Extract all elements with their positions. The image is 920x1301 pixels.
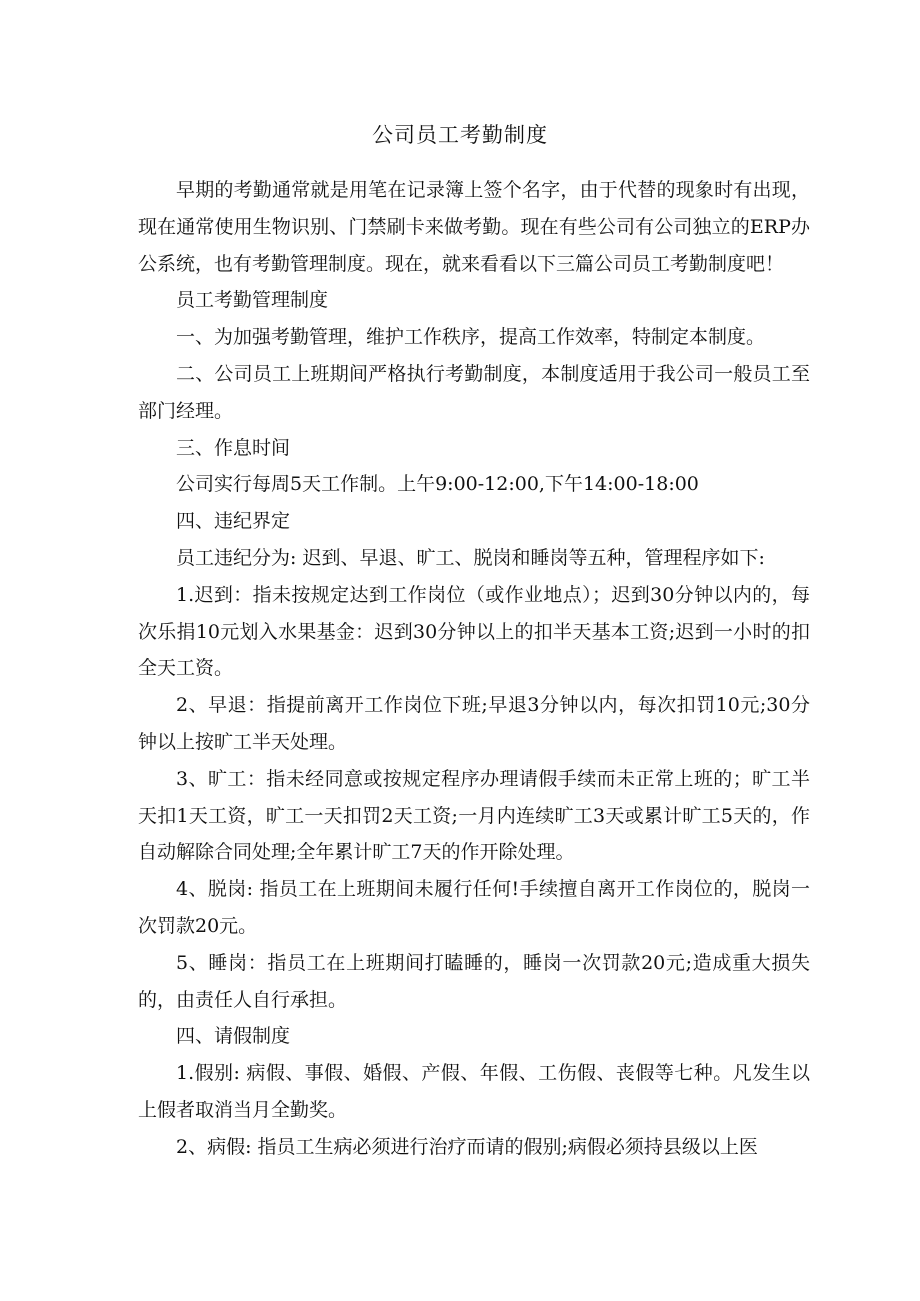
paragraph-sleeping: 5、睡岗：指员工在上班期间打瞌睡的，睡岗一次罚款20元;造成重大损失的，由责任人自行承担。	[138, 951, 810, 1011]
paragraph-clause-4-heading: 四、违纪界定	[176, 510, 291, 533]
paragraph-absence: 3、旷工：指未经同意或按规定程序办理请假手续而未正常上班的；旷工半天扣1天工资，旷工一天扣罚2天工资;一月内连续旷工3天或累计旷工5天的，作自动解除合同处理;全年累计旷工7天的作开除处理。	[138, 767, 810, 864]
document-body	[138, 172, 810, 1166]
document-title: 公司员工考勤制度	[372, 123, 548, 147]
paragraph-intro: 早期的考勤通常就是用笔在记录簿上签个名字，由于代替的现象时有出现，现在通常使用生物识别、门禁刷卡来做考勤。现在有些公司有公司独立的ERP办公系统，也有考勤管理制度。现在，就来看看以下三篇公司员工考勤制度吧！	[138, 179, 810, 275]
paragraph-clause-3-heading: 三、作息时间	[176, 436, 291, 459]
paragraph-late: 1.迟到：指未按规定达到工作岗位（或作业地点）；迟到30分钟以内的，每次乐捐10元划入水果基金：迟到30分钟以上的扣半天基本工资;迟到一小时的扣全天工资。	[138, 583, 810, 680]
section-heading: 员工考勤管理制度	[176, 289, 329, 312]
paragraph-violation-types: 员工违纪分为: 迟到、早退、旷工、脱岗和睡岗等五种，管理程序如下:	[176, 546, 765, 569]
paragraph-clause-1: 一、为加强考勤管理，维护工作秩序，提高工作效率，特制定本制度。	[176, 326, 766, 349]
paragraph-sick-leave: 2、病假: 指员工生病必须进行治疗而请的假别;病假必须持县级以上医	[176, 1135, 758, 1158]
paragraph-leave-heading: 四、请假制度	[176, 1025, 291, 1048]
paragraph-work-hours: 公司实行每周5天工作制。上午9:00-12:00,下午14:00-18:00	[176, 473, 699, 496]
paragraph-clause-2: 二、公司员工上班期间严格执行考勤制度，本制度适用于我公司一般员工至部门经理。	[138, 362, 810, 422]
paragraph-early-leave: 2、早退：指提前离开工作岗位下班;早退3分钟以内，每次扣罚10元;30分钟以上按旷工半天处理。	[138, 694, 810, 753]
paragraph-off-post: 4、脱岗: 指员工在上班期间未履行任何!手续擅自离开工作岗位的，脱岗一次罚款20元。	[138, 878, 810, 937]
paragraph-leave-types: 1.假别: 病假、事假、婚假、产假、年假、工伤假、丧假等七种。凡发生以上假者取消当月全勤奖。	[138, 1062, 810, 1121]
